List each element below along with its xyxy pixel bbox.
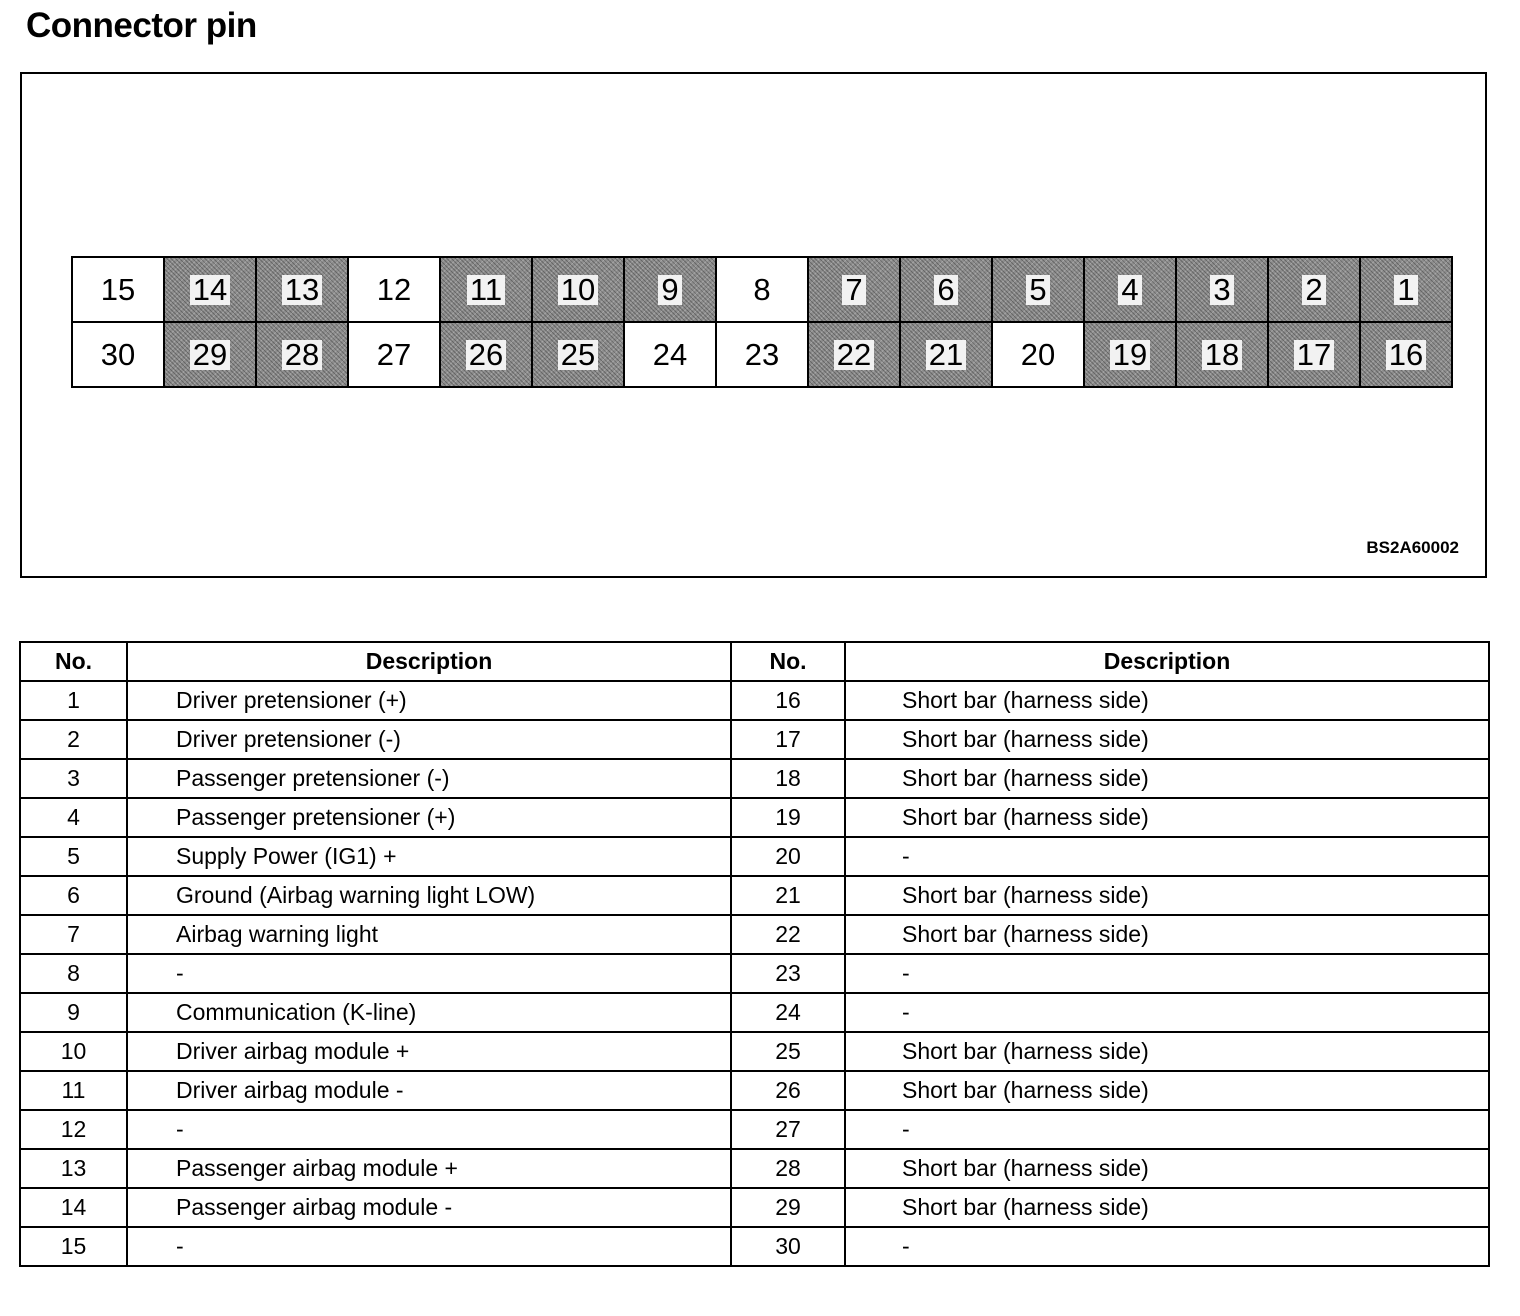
pin-no-left: 8 (20, 954, 127, 993)
table-row (20, 681, 1489, 720)
header-no-left: No. (20, 642, 127, 681)
pin-cell (624, 257, 716, 322)
pin-no-left: 7 (20, 915, 127, 954)
pin-cell (992, 322, 1084, 387)
diagram-code: BS2A60002 (1366, 538, 1459, 557)
pin-cell (532, 322, 624, 387)
pin-no-left: 12 (20, 1110, 127, 1149)
pin-description-right: Short bar (harness side) (845, 720, 1489, 759)
pin-no-left: 5 (20, 837, 127, 876)
pin-cell (1268, 257, 1360, 322)
pin-no-right: 16 (731, 681, 845, 720)
connector-diagram (20, 72, 1487, 578)
pin-description-left: Passenger pretensioner (-) (127, 759, 731, 798)
pin-description-right: Short bar (harness side) (845, 876, 1489, 915)
pin-no-right: 19 (731, 798, 845, 837)
pin-cell (256, 257, 348, 322)
pin-cell (1268, 322, 1360, 387)
pin-no-right: 26 (731, 1071, 845, 1110)
pin-no-left: 9 (20, 993, 127, 1032)
pin-description-left: Supply Power (IG1) + (127, 837, 731, 876)
table-row (20, 1032, 1489, 1071)
pin-number: 18 (1202, 340, 1242, 370)
pin-number: 6 (934, 275, 957, 305)
pin-cell (900, 257, 992, 322)
pin-cell (440, 322, 532, 387)
pin-number: 4 (1118, 275, 1141, 305)
pin-cell (716, 322, 808, 387)
pin-number: 14 (190, 275, 230, 305)
pin-description-left: - (127, 1227, 731, 1266)
pin-description-left: Ground (Airbag warning light LOW) (127, 876, 731, 915)
pin-description-right: Short bar (harness side) (845, 798, 1489, 837)
table-row (20, 759, 1489, 798)
pin-number: 25 (558, 340, 598, 370)
pin-row (72, 322, 1452, 387)
table-row (20, 954, 1489, 993)
pin-number: 26 (466, 340, 506, 370)
pin-number: 28 (282, 340, 322, 370)
pin-description-right: Short bar (harness side) (845, 1032, 1489, 1071)
table-row (20, 876, 1489, 915)
pin-cell (348, 257, 440, 322)
pin-description-right: Short bar (harness side) (845, 1149, 1489, 1188)
pin-cell (808, 257, 900, 322)
pin-number: 1 (1394, 275, 1417, 305)
pin-number: 11 (467, 275, 505, 305)
pin-cell (164, 322, 256, 387)
pin-no-right: 29 (731, 1188, 845, 1227)
table-row (20, 720, 1489, 759)
pin-number: 23 (744, 336, 780, 372)
table-row (20, 1110, 1489, 1149)
pin-description-right: - (845, 1110, 1489, 1149)
pin-number: 21 (926, 340, 966, 370)
table-row (20, 837, 1489, 876)
pin-number: 2 (1302, 275, 1325, 305)
pin-description-left: Communication (K-line) (127, 993, 731, 1032)
pin-no-left: 6 (20, 876, 127, 915)
pin-no-left: 13 (20, 1149, 127, 1188)
pin-description-left: Driver pretensioner (-) (127, 720, 731, 759)
header-description-right: Description (845, 642, 1489, 681)
pin-cell (1360, 257, 1452, 322)
pin-cell (624, 322, 716, 387)
pin-cell (532, 257, 624, 322)
pin-number: 5 (1026, 275, 1049, 305)
pin-cell (1176, 257, 1268, 322)
pin-description-left: Airbag warning light (127, 915, 731, 954)
page-title: Connector pin (26, 6, 257, 45)
pin-no-right: 18 (731, 759, 845, 798)
table-row (20, 993, 1489, 1032)
pin-number: 17 (1294, 340, 1334, 370)
pin-number: 12 (376, 271, 412, 307)
pin-number: 13 (282, 275, 322, 305)
table-row (20, 1071, 1489, 1110)
pin-number: 29 (190, 340, 230, 370)
pin-description-right: Short bar (harness side) (845, 1188, 1489, 1227)
pin-description-left: Driver airbag module + (127, 1032, 731, 1071)
pin-number: 22 (834, 340, 874, 370)
pin-no-right: 23 (731, 954, 845, 993)
pin-description-left: - (127, 1110, 731, 1149)
connector-pin-grid (71, 256, 1453, 388)
pin-cell (1084, 322, 1176, 387)
pin-row (72, 257, 1452, 322)
pin-number: 15 (100, 271, 136, 307)
pin-no-right: 28 (731, 1149, 845, 1188)
pin-description-right: Short bar (harness side) (845, 681, 1489, 720)
pin-cell (72, 257, 164, 322)
pin-number: 10 (558, 275, 598, 305)
pin-number: 19 (1110, 340, 1150, 370)
header-description-left: Description (127, 642, 731, 681)
pin-number: 3 (1210, 275, 1233, 305)
pin-no-left: 10 (20, 1032, 127, 1071)
pin-description-left: Passenger airbag module - (127, 1188, 731, 1227)
table-row (20, 1188, 1489, 1227)
pin-cell (164, 257, 256, 322)
pin-description-left: - (127, 954, 731, 993)
pin-no-right: 22 (731, 915, 845, 954)
pin-no-left: 4 (20, 798, 127, 837)
pin-description-right: Short bar (harness side) (845, 759, 1489, 798)
pin-number: 30 (100, 336, 136, 372)
pin-no-left: 15 (20, 1227, 127, 1266)
table-row (20, 1149, 1489, 1188)
pin-number: 20 (1020, 336, 1056, 372)
pin-no-left: 1 (20, 681, 127, 720)
table-row (20, 798, 1489, 837)
pin-description-left: Passenger airbag module + (127, 1149, 731, 1188)
pin-cell (1360, 322, 1452, 387)
pin-number: 16 (1386, 340, 1426, 370)
pin-number: 27 (376, 336, 412, 372)
table-row (20, 915, 1489, 954)
pin-no-right: 17 (731, 720, 845, 759)
pin-no-right: 30 (731, 1227, 845, 1266)
header-no-right: No. (731, 642, 845, 681)
pin-description-right: - (845, 837, 1489, 876)
pin-no-right: 27 (731, 1110, 845, 1149)
pin-no-right: 20 (731, 837, 845, 876)
pin-no-left: 2 (20, 720, 127, 759)
pin-cell (992, 257, 1084, 322)
pin-cell (1084, 257, 1176, 322)
pin-cell (348, 322, 440, 387)
pin-no-right: 25 (731, 1032, 845, 1071)
pin-description-right: Short bar (harness side) (845, 1071, 1489, 1110)
pin-number: 9 (658, 275, 681, 305)
pin-description-left: Passenger pretensioner (+) (127, 798, 731, 837)
pin-description-right: - (845, 993, 1489, 1032)
pin-cell (716, 257, 808, 322)
pin-description-left: Driver airbag module - (127, 1071, 731, 1110)
pin-description-right: - (845, 954, 1489, 993)
pin-cell (808, 322, 900, 387)
pin-no-left: 14 (20, 1188, 127, 1227)
pin-no-right: 24 (731, 993, 845, 1032)
table-row (20, 1227, 1489, 1266)
pin-number: 24 (652, 336, 688, 372)
pin-cell (256, 322, 348, 387)
pin-description-table (19, 641, 1490, 1267)
pin-number: 8 (753, 271, 771, 307)
pin-number: 7 (842, 275, 865, 305)
pin-description-right: - (845, 1227, 1489, 1266)
pin-cell (1176, 322, 1268, 387)
pin-cell (440, 257, 532, 322)
pin-cell (900, 322, 992, 387)
pin-no-left: 11 (20, 1071, 127, 1110)
table-header-row (20, 642, 1489, 681)
pin-description-right: Short bar (harness side) (845, 915, 1489, 954)
pin-no-right: 21 (731, 876, 845, 915)
pin-description-left: Driver pretensioner (+) (127, 681, 731, 720)
pin-no-left: 3 (20, 759, 127, 798)
pin-cell (72, 322, 164, 387)
